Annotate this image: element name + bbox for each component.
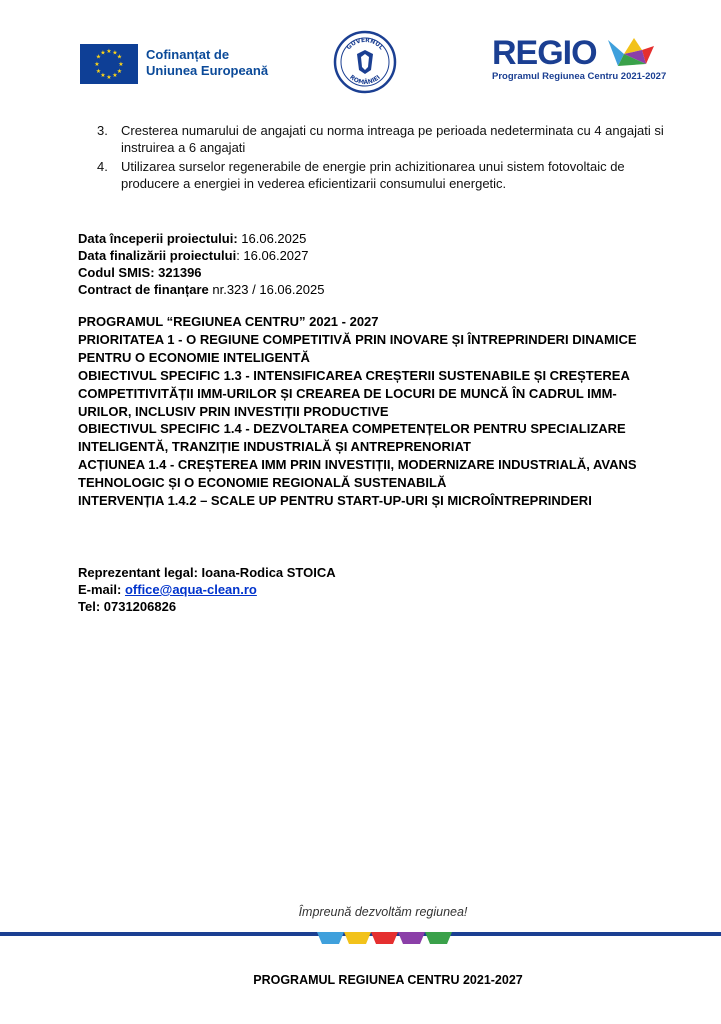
program-title: PROGRAMUL “REGIUNEA CENTRU” 2021 - 2027 xyxy=(78,314,379,329)
svg-text:★: ★ xyxy=(106,74,112,81)
list-number: 4. xyxy=(97,159,108,174)
government-seal-logo xyxy=(333,30,397,94)
svg-text:ROMÂNIEI: ROMÂNIEI xyxy=(348,73,382,87)
program-objective-1-4: OBIECTIVUL SPECIFIC 1.4 - DEZVOLTAREA COMPETENȚELOR PENTRU SPECIALIZARE INTELIGENTĂ, TRANZIȚIE INDUSTRIALĂ ȘI ANTREPRENORIAT xyxy=(78,421,626,455)
program-objective-1-3: OBIECTIVUL SPECIFIC 1.3 - INTENSIFICAREA CREȘTERII SUSTENABILE ȘI CREȘTEREA COMPETITIVITĂȚII IMM-URILOR ȘI CREAREA DE LOCURI DE MUNCĂ ÎN CADRUL IMM-URILOR, INCLUSIV PRIN INVESTIȚII PRODUCTIVE xyxy=(78,367,630,419)
svg-text:★: ★ xyxy=(112,49,118,57)
list-text: Cresterea numarului de angajati cu norma intreaga pe perioada nedeterminata cu 4 angajati si instruirea a 6 angajati xyxy=(121,123,664,155)
contact-email xyxy=(78,581,257,598)
legal-representative: Reprezentant legal: Ioana-Rodica STOICA xyxy=(78,565,336,580)
footer-color-strip xyxy=(317,931,452,943)
footer-slogan: Împreună dezvoltăm regiunea! xyxy=(298,905,468,919)
svg-text:★: ★ xyxy=(106,48,112,55)
list-text: Utilizarea surselor regenerabile de energie prin achizitionarea unui sistem fotovoltaic de producere a energiei in vederea eficientizarii consumului energetic. xyxy=(121,159,625,191)
email-link[interactable]: office@aqua-clean.ro xyxy=(124,582,257,597)
eu-cofinancing-text xyxy=(146,47,286,79)
eu-flag-logo xyxy=(80,44,138,84)
project-end-date xyxy=(78,247,309,264)
program-description xyxy=(78,313,668,510)
svg-text:★: ★ xyxy=(95,68,102,75)
project-contract xyxy=(78,281,324,298)
email-label: E-mail: xyxy=(78,582,125,597)
footer-program-name: PROGRAMUL REGIUNEA CENTRU 2021-2027 xyxy=(253,973,523,987)
svg-text:GUVERNUL: GUVERNUL xyxy=(345,36,385,52)
svg-text:★: ★ xyxy=(116,53,123,61)
regio-star-icon xyxy=(602,36,656,72)
svg-text:★: ★ xyxy=(95,53,102,61)
regio-title: REGIO xyxy=(492,34,597,72)
svg-text:★: ★ xyxy=(112,72,118,79)
program-intervention: INTERVENȚIA 1.4.2 – SCALE UP PENTRU START-UP-URI ȘI MICROÎNTREPRINDERI xyxy=(78,493,592,509)
smis-value: : 321396 xyxy=(150,265,202,280)
svg-text:★: ★ xyxy=(100,49,106,57)
eu-text-line1: Cofinanțat de xyxy=(146,47,230,62)
contract-label: Contract de finanțare xyxy=(78,282,209,297)
end-date-label: Data finalizării proiectului xyxy=(78,248,237,263)
svg-text:★: ★ xyxy=(100,72,106,79)
list-number: 3. xyxy=(97,123,108,138)
program-action: ACȚIUNEA 1.4 - CREȘTEREA IMM PRIN INVESTIȚII, MODERNIZARE INDUSTRIALĂ, AVANS TEHNOLOGIC ȘI O ECONOMIE REGIONALĂ SUSTENABILĂ xyxy=(78,457,637,491)
start-date-label: Data începerii proiectului: xyxy=(78,231,238,246)
start-date-value: 16.06.2025 xyxy=(241,231,307,246)
contact-phone: Tel: 0731206826 xyxy=(78,599,177,614)
svg-text:★: ★ xyxy=(116,68,123,75)
program-priority: PRIORITATEA 1 - O REGIUNE COMPETITIVĂ PRIN INOVARE ȘI ÎNTREPRINDERI DINAMICE PENTRU O ECONOMIE INTELIGENTĂ xyxy=(78,331,637,365)
eu-text-line2: Uniunea Europeană xyxy=(146,63,269,78)
regio-subtitle: Programul Regiunea Centru 2021-2027 xyxy=(492,71,667,82)
svg-text:★: ★ xyxy=(118,61,124,68)
smis-label: Codul SMIS xyxy=(78,265,151,280)
list-item xyxy=(97,158,667,192)
project-start-date xyxy=(78,230,306,247)
svg-text:★: ★ xyxy=(94,61,100,68)
end-date-value: : 16.06.2027 xyxy=(236,248,309,263)
contract-value: nr.323 / 16.06.2025 xyxy=(212,282,325,297)
regio-logo xyxy=(492,34,667,86)
list-item xyxy=(97,122,667,156)
project-smis-code xyxy=(78,264,202,281)
